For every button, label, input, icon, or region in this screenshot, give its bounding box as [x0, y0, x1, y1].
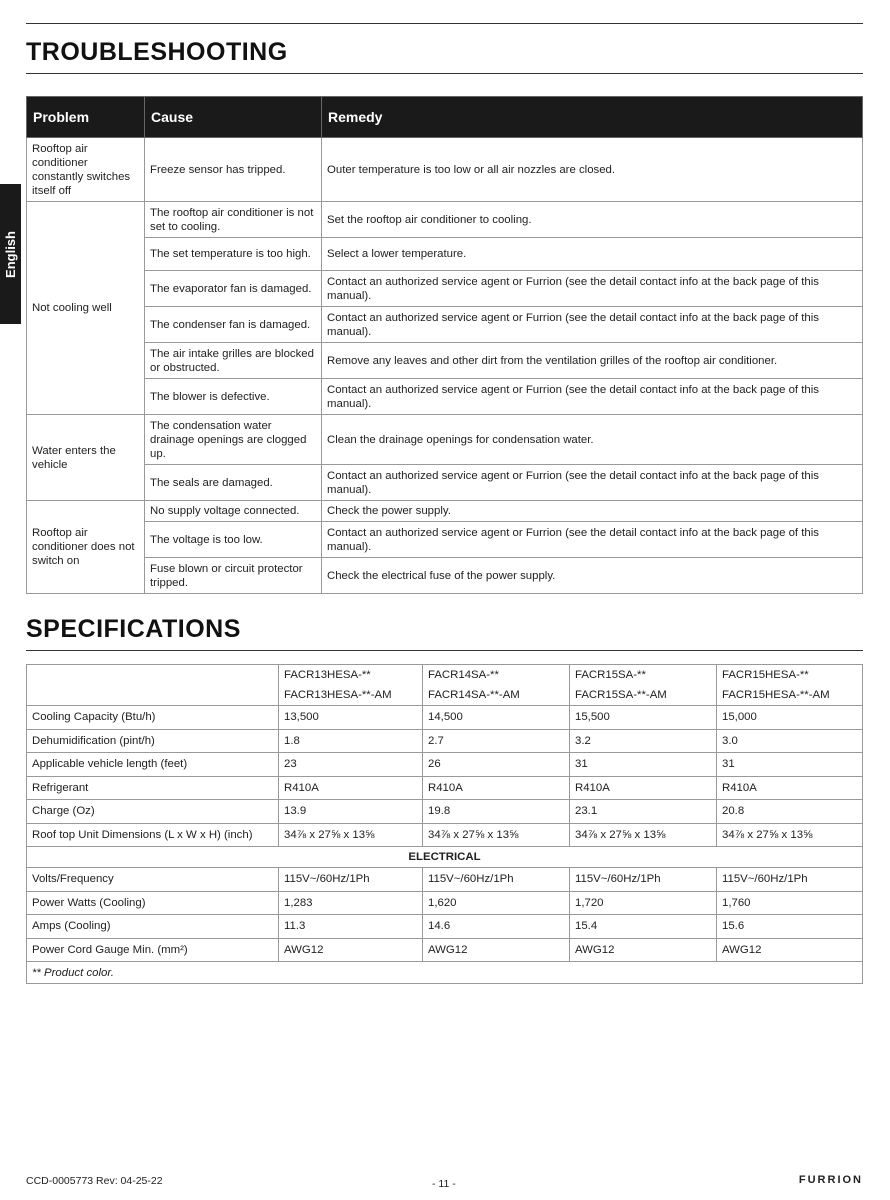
cause-cell: The seals are damaged. — [145, 465, 322, 501]
spec-value: AWG12 — [279, 938, 423, 962]
spec-value: 1,720 — [570, 891, 717, 915]
header-remedy: Remedy — [322, 97, 863, 138]
spec-row — [27, 823, 863, 847]
cause-cell: The rooftop air conditioner is not set to cooling. — [145, 202, 322, 238]
spec-value: 13,500 — [279, 706, 423, 730]
spec-row — [27, 776, 863, 800]
spec-row — [27, 891, 863, 915]
specs-title-underline — [26, 650, 863, 651]
note-row — [27, 962, 863, 984]
spec-value: 31 — [717, 753, 863, 777]
spec-value: 20.8 — [717, 800, 863, 824]
spec-value: 34⅞ x 27⅝ x 13⅝ — [423, 823, 570, 847]
title-underline — [26, 73, 863, 74]
cause-cell: The condensation water drainage openings are clogged up. — [145, 415, 322, 465]
spec-value: 23.1 — [570, 800, 717, 824]
document-code: CCD-0005773 Rev: 04-25-22 — [26, 1175, 163, 1187]
spec-value: 3.2 — [570, 729, 717, 753]
problem-cell: Water enters the vehicle — [27, 415, 145, 501]
header-problem: Problem — [27, 97, 145, 138]
blank-cell — [27, 665, 279, 706]
model-name-am: FACR15SA-**-AM — [575, 689, 667, 701]
spec-value: 15,000 — [717, 706, 863, 730]
model-cell — [570, 665, 717, 706]
cause-cell: The condenser fan is damaged. — [145, 307, 322, 343]
remedy-cell: Remove any leaves and other dirt from the ventilation grilles of the rooftop air conditioner. — [322, 343, 863, 379]
remedy-cell: Select a lower temperature. — [322, 238, 863, 271]
cause-cell: The evaporator fan is damaged. — [145, 271, 322, 307]
model-cell — [717, 665, 863, 706]
model-name: FACR15SA-** — [575, 669, 646, 681]
spec-value: 115V~/60Hz/1Ph — [423, 868, 570, 892]
spec-value: 13.9 — [279, 800, 423, 824]
brand-logo: FURRION — [798, 1174, 863, 1186]
cause-cell: The set temperature is too high. — [145, 238, 322, 271]
spec-value: 34⅞ x 27⅝ x 13⅝ — [570, 823, 717, 847]
model-cell — [279, 665, 423, 706]
problem-cell: Rooftop air conditioner constantly switches itself off — [27, 138, 145, 202]
spec-label: Power Cord Gauge Min. (mm²) — [27, 938, 279, 962]
remedy-cell: Contact an authorized service agent or Furrion (see the detail contact info at the back page of this manual). — [322, 379, 863, 415]
table-row — [27, 307, 863, 343]
table-row — [27, 271, 863, 307]
problem-cell: Not cooling well — [27, 202, 145, 415]
cause-cell: Fuse blown or circuit protector tripped. — [145, 558, 322, 594]
troubleshooting-header-row — [27, 97, 863, 138]
spec-value: 15.4 — [570, 915, 717, 939]
specifications-title: SPECIFICATIONS — [26, 615, 241, 643]
model-name: FACR13HESA-** — [284, 669, 371, 681]
spec-value: AWG12 — [570, 938, 717, 962]
spec-row — [27, 915, 863, 939]
spec-value: R410A — [717, 776, 863, 800]
model-name-am: FACR14SA-**-AM — [428, 689, 520, 701]
spec-value: 34⅞ x 27⅝ x 13⅝ — [717, 823, 863, 847]
spec-value: 11.3 — [279, 915, 423, 939]
troubleshooting-title: TROUBLESHOOTING — [26, 38, 288, 66]
model-name: FACR15HESA-** — [722, 669, 809, 681]
spec-label: Charge (Oz) — [27, 800, 279, 824]
table-row — [27, 343, 863, 379]
spec-value: 19.8 — [423, 800, 570, 824]
spec-label: Cooling Capacity (Btu/h) — [27, 706, 279, 730]
spec-value: 115V~/60Hz/1Ph — [717, 868, 863, 892]
header-cause: Cause — [145, 97, 322, 138]
spec-value: 1,760 — [717, 891, 863, 915]
remedy-cell: Set the rooftop air conditioner to cooling. — [322, 202, 863, 238]
spec-value: 31 — [570, 753, 717, 777]
spec-label: Dehumidification (pint/h) — [27, 729, 279, 753]
spec-value: AWG12 — [717, 938, 863, 962]
spec-value: 1,620 — [423, 891, 570, 915]
spec-label: Volts/Frequency — [27, 868, 279, 892]
model-cell — [423, 665, 570, 706]
remedy-cell: Contact an authorized service agent or Furrion (see the detail contact info at the back page of this manual). — [322, 522, 863, 558]
spec-row — [27, 938, 863, 962]
spec-value: 26 — [423, 753, 570, 777]
electrical-header: ELECTRICAL — [27, 847, 863, 868]
spec-row — [27, 729, 863, 753]
table-row — [27, 558, 863, 594]
table-row — [27, 465, 863, 501]
spec-value: R410A — [423, 776, 570, 800]
cause-cell: The blower is defective. — [145, 379, 322, 415]
top-rule — [26, 23, 863, 24]
table-row — [27, 202, 863, 238]
spec-value: AWG12 — [423, 938, 570, 962]
spec-value: 14,500 — [423, 706, 570, 730]
cause-cell: The voltage is too low. — [145, 522, 322, 558]
page-number: - 11 - — [432, 1178, 456, 1190]
product-color-note: ** Product color. — [27, 962, 863, 984]
remedy-cell: Contact an authorized service agent or Furrion (see the detail contact info at the back page of this manual). — [322, 271, 863, 307]
spec-label: Applicable vehicle length (feet) — [27, 753, 279, 777]
table-row — [27, 501, 863, 522]
table-row — [27, 238, 863, 271]
spec-label: Refrigerant — [27, 776, 279, 800]
model-header-row — [27, 665, 863, 706]
electrical-header-row — [27, 847, 863, 868]
remedy-cell: Check the power supply. — [322, 501, 863, 522]
spec-label: Power Watts (Cooling) — [27, 891, 279, 915]
language-tab — [0, 184, 21, 324]
table-row — [27, 522, 863, 558]
spec-row — [27, 868, 863, 892]
remedy-cell: Contact an authorized service agent or Furrion (see the detail contact info at the back page of this manual). — [322, 307, 863, 343]
specifications-table — [26, 664, 863, 984]
troubleshooting-table — [26, 96, 863, 594]
spec-value: 3.0 — [717, 729, 863, 753]
table-row — [27, 379, 863, 415]
spec-value: 1.8 — [279, 729, 423, 753]
spec-row — [27, 800, 863, 824]
problem-cell: Rooftop air conditioner does not switch on — [27, 501, 145, 594]
remedy-cell: Check the electrical fuse of the power supply. — [322, 558, 863, 594]
spec-value: 15.6 — [717, 915, 863, 939]
spec-value: 115V~/60Hz/1Ph — [570, 868, 717, 892]
spec-row — [27, 706, 863, 730]
table-row — [27, 138, 863, 202]
spec-value: 2.7 — [423, 729, 570, 753]
cause-cell: Freeze sensor has tripped. — [145, 138, 322, 202]
remedy-cell: Clean the drainage openings for condensation water. — [322, 415, 863, 465]
model-name: FACR14SA-** — [428, 669, 499, 681]
spec-value: 23 — [279, 753, 423, 777]
spec-value: R410A — [279, 776, 423, 800]
spec-value: 14.6 — [423, 915, 570, 939]
remedy-cell: Contact an authorized service agent or Furrion (see the detail contact info at the back page of this manual). — [322, 465, 863, 501]
remedy-cell: Outer temperature is too low or all air nozzles are closed. — [322, 138, 863, 202]
spec-row — [27, 753, 863, 777]
spec-label: Amps (Cooling) — [27, 915, 279, 939]
cause-cell: No supply voltage connected. — [145, 501, 322, 522]
spec-value: R410A — [570, 776, 717, 800]
table-row — [27, 415, 863, 465]
spec-value: 15,500 — [570, 706, 717, 730]
cause-cell: The air intake grilles are blocked or obstructed. — [145, 343, 322, 379]
spec-label: Roof top Unit Dimensions (L x W x H) (inch) — [27, 823, 279, 847]
language-tab-label: English — [3, 230, 19, 278]
spec-value: 115V~/60Hz/1Ph — [279, 868, 423, 892]
spec-value: 1,283 — [279, 891, 423, 915]
spec-value: 34⅞ x 27⅝ x 13⅝ — [279, 823, 423, 847]
model-name-am: FACR15HESA-**-AM — [722, 689, 830, 701]
model-name-am: FACR13HESA-**-AM — [284, 689, 392, 701]
